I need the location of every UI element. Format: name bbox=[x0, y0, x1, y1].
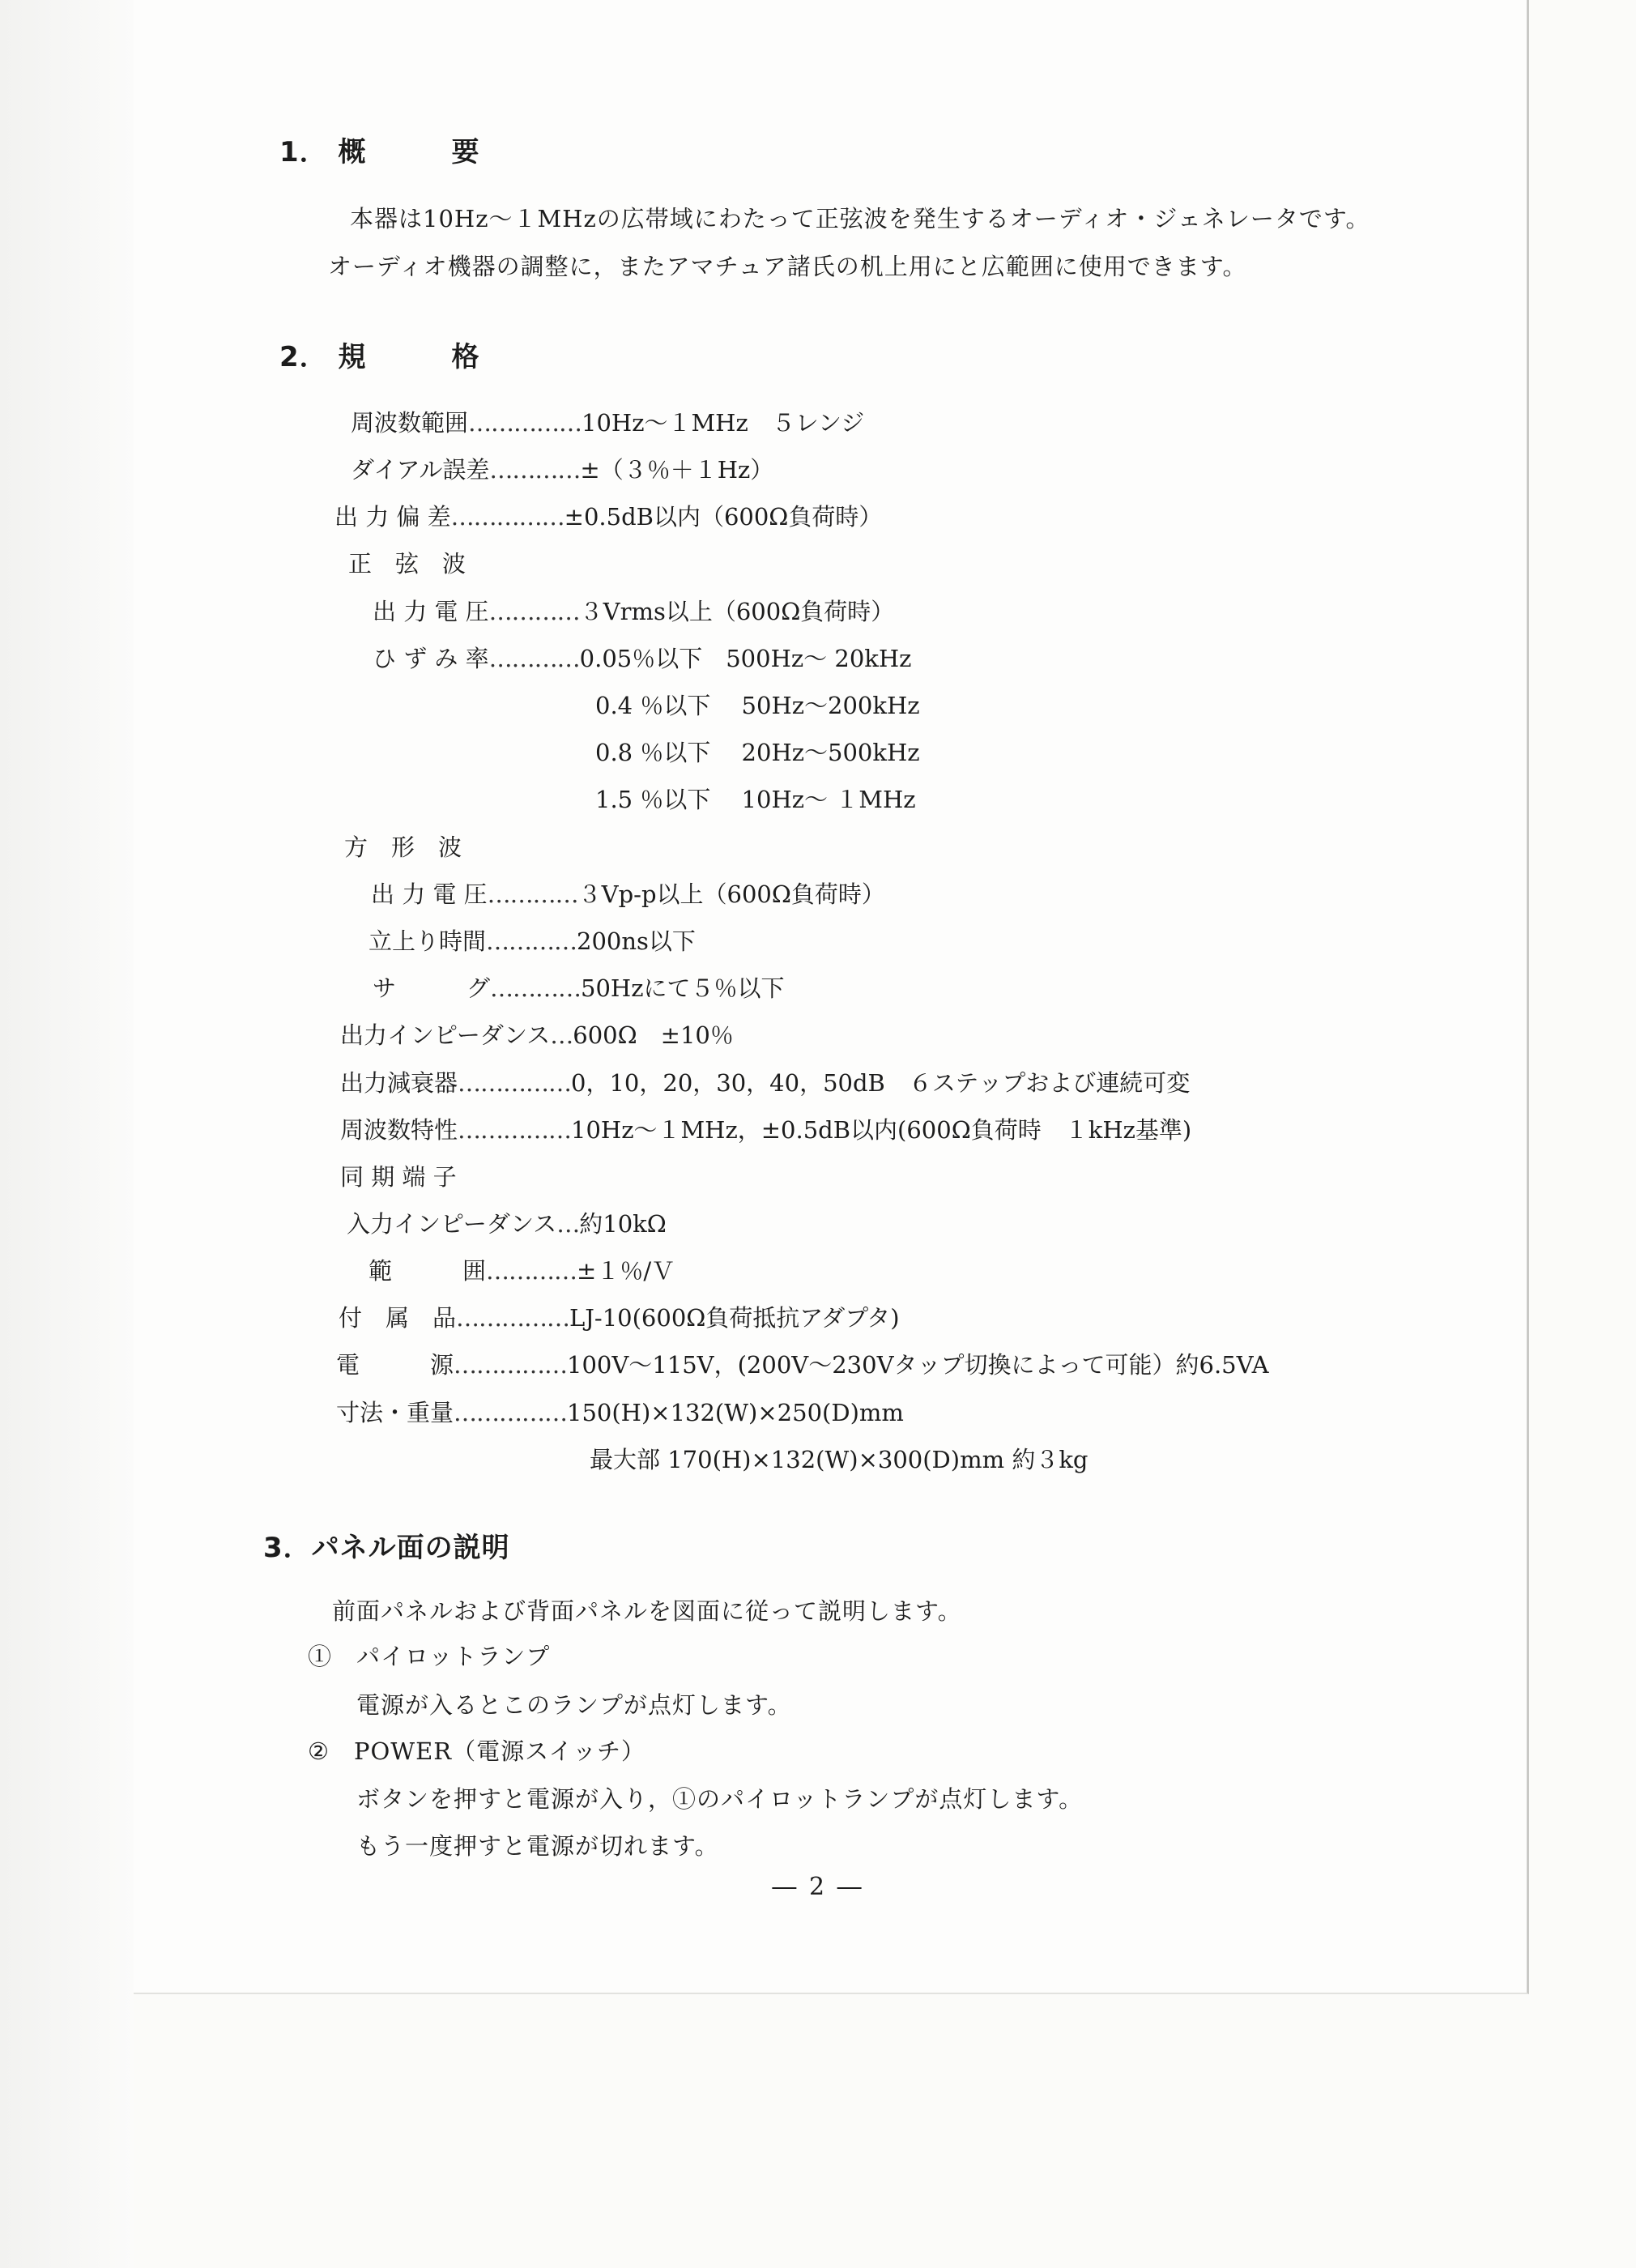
spec-value: 150(H)×132(W)×250(D)mm bbox=[567, 1399, 904, 1426]
spec-label: 立上り時間 bbox=[369, 927, 487, 955]
spec-leader-dots: …………… bbox=[454, 1399, 568, 1426]
spec-value: ±0.5dB以内（600Ω負荷時） bbox=[564, 503, 883, 531]
section2-heading-number: 2． bbox=[279, 341, 328, 373]
spec-value: 0，10，20，30，40，50dB ６ステップおよび連続可変 bbox=[571, 1069, 1191, 1097]
spec-value: 約10kΩ bbox=[579, 1210, 667, 1238]
spec-row bbox=[351, 405, 864, 438]
section1-heading-char-b: 要 bbox=[451, 136, 480, 168]
spec-label: 付 属 品 bbox=[339, 1304, 457, 1332]
item1-title: ① パイロットランプ bbox=[308, 1643, 551, 1670]
spec-row bbox=[340, 1065, 1190, 1098]
spec-label: 同 期 端 子 bbox=[340, 1163, 457, 1191]
item2-title: ② POWER（電源スイッチ） bbox=[308, 1737, 645, 1765]
spec-label: ひ ず み 率 bbox=[373, 645, 489, 672]
spec-label: 出 力 電 圧 bbox=[373, 598, 489, 625]
spec-leader-dots: ………… bbox=[489, 456, 581, 484]
spec-row bbox=[369, 1253, 675, 1286]
spec-value: 200ns以下 bbox=[577, 927, 696, 955]
spec-label: 入力インピーダンス bbox=[347, 1210, 557, 1238]
spec-label: 出力減衰器 bbox=[340, 1069, 458, 1097]
spec-value: ±１％/Ｖ bbox=[577, 1257, 675, 1285]
spec-row bbox=[348, 546, 466, 579]
spec-row bbox=[334, 499, 882, 532]
spec-value: 0.4 ％以下 50Hz～200kHz bbox=[595, 692, 920, 719]
spec-label: 出 力 偏 差 bbox=[334, 503, 451, 531]
spec-value: 10Hz～１MHz ５レンジ bbox=[582, 409, 865, 437]
spec-row bbox=[590, 1442, 1088, 1475]
spec-row bbox=[339, 1300, 900, 1333]
item2-description-2: もう一度押すと電源が切れます。 bbox=[356, 1832, 719, 1860]
spec-leader-dots: ………… bbox=[490, 974, 582, 1002]
spec-row bbox=[340, 1112, 1191, 1145]
spec-row bbox=[336, 1395, 904, 1428]
section1-heading bbox=[279, 130, 480, 169]
spec-value: 0.8 ％以下 20Hz～500kHz bbox=[595, 739, 920, 766]
spec-leader-dots: …………… bbox=[458, 1116, 572, 1144]
spec-leader-dots: …………… bbox=[454, 1351, 568, 1379]
spec-row bbox=[373, 594, 894, 627]
spec-label: 範 囲 bbox=[369, 1257, 487, 1285]
spec-row bbox=[340, 1017, 734, 1051]
section1-heading-number: 1． bbox=[279, 136, 328, 168]
spec-label: 電 源 bbox=[336, 1351, 454, 1379]
spec-leader-dots: ………… bbox=[486, 1257, 577, 1285]
spec-value: 1.5 ％以下 10Hz～ １MHz bbox=[595, 786, 916, 813]
item2-description-1: ボタンを押すと電源が入り，①のパイロットランプが点灯します。 bbox=[356, 1785, 1084, 1813]
spec-row bbox=[595, 782, 916, 815]
spec-value: 最大部 170(H)×132(W)×300(D)mm 約３kg bbox=[590, 1446, 1089, 1473]
spec-row bbox=[595, 735, 920, 768]
spec-label: ダイアル誤差 bbox=[351, 456, 490, 484]
spec-value: ±（３％＋１Hz） bbox=[580, 456, 774, 484]
spec-label: 正 弦 波 bbox=[348, 550, 467, 578]
page-number: ― 2 ― bbox=[772, 1873, 864, 1901]
spec-row bbox=[336, 1347, 1269, 1380]
spec-value: 100V～115V，(200V～230Vタップ切換によって可能）約6.5VA bbox=[567, 1351, 1269, 1379]
section1-paragraph-2: オーディオ機器の調整に，またアマチュア諸氏の机上用にと広範囲に使用できます。 bbox=[328, 253, 1247, 280]
spec-value: ３Vp-p以上（600Ω負荷時） bbox=[577, 880, 885, 908]
spec-leader-dots: …………… bbox=[450, 503, 565, 531]
spec-leader-dots: …………… bbox=[456, 1304, 570, 1332]
spec-leader-dots: ………… bbox=[488, 645, 580, 672]
spec-value: LJ-10(600Ω負荷抵抗アダプタ) bbox=[569, 1304, 900, 1332]
spec-value: 50Hzにて５％以下 bbox=[581, 974, 785, 1002]
spec-row bbox=[595, 688, 920, 721]
spec-leader-dots: …………… bbox=[468, 409, 582, 437]
spec-label: 出 力 電 圧 bbox=[371, 880, 488, 908]
spec-row bbox=[340, 1159, 457, 1192]
spec-label: サ グ bbox=[373, 974, 491, 1002]
section3-heading: 3．パネル面の説明 bbox=[263, 1532, 510, 1564]
spec-label: 方 形 波 bbox=[344, 833, 462, 861]
section3-intro: 前面パネルおよび背面パネルを図面に従って説明します。 bbox=[332, 1597, 962, 1625]
spec-leader-dots: ………… bbox=[488, 598, 580, 625]
spec-label: 周波数特性 bbox=[340, 1116, 458, 1144]
spec-leader-dots: …………… bbox=[458, 1069, 572, 1097]
spec-row bbox=[369, 923, 696, 957]
section2-heading-char-b: 格 bbox=[451, 341, 480, 373]
section2-heading bbox=[279, 335, 480, 374]
spec-value: 600Ω ±10％ bbox=[573, 1021, 734, 1049]
section2-heading-char-a: 規 bbox=[338, 341, 367, 373]
spec-value: 0.05％以下 500Hz～ 20kHz bbox=[579, 645, 912, 672]
spec-value: ３Vrms以上（600Ω負荷時） bbox=[579, 598, 895, 625]
spec-label: 出力インピーダンス bbox=[340, 1021, 551, 1049]
spec-leader-dots: … bbox=[550, 1021, 573, 1049]
spec-row bbox=[351, 452, 773, 485]
spec-leader-dots: … bbox=[556, 1210, 580, 1238]
spec-row bbox=[373, 970, 785, 1004]
section1-paragraph-1: 本器は10Hz～１MHzの広帯域にわたって正弦波を発生するオーディオ・ジェネレータです。 bbox=[350, 205, 1370, 232]
spec-row bbox=[344, 829, 462, 863]
spec-row bbox=[347, 1206, 667, 1239]
spec-label: 寸法・重量 bbox=[336, 1399, 454, 1426]
spec-leader-dots: ………… bbox=[487, 880, 578, 908]
section1-heading-char-a: 概 bbox=[338, 136, 367, 168]
item1-description: 電源が入るとこのランプが点灯します。 bbox=[356, 1691, 792, 1719]
spec-row bbox=[373, 641, 911, 674]
spec-leader-dots: ………… bbox=[486, 927, 577, 955]
spec-label: 周波数範囲 bbox=[351, 409, 469, 437]
spec-row bbox=[371, 876, 885, 910]
spec-value: 10Hz～１MHz，±0.5dB以内(600Ω負荷時 １kHz基準) bbox=[571, 1116, 1192, 1144]
